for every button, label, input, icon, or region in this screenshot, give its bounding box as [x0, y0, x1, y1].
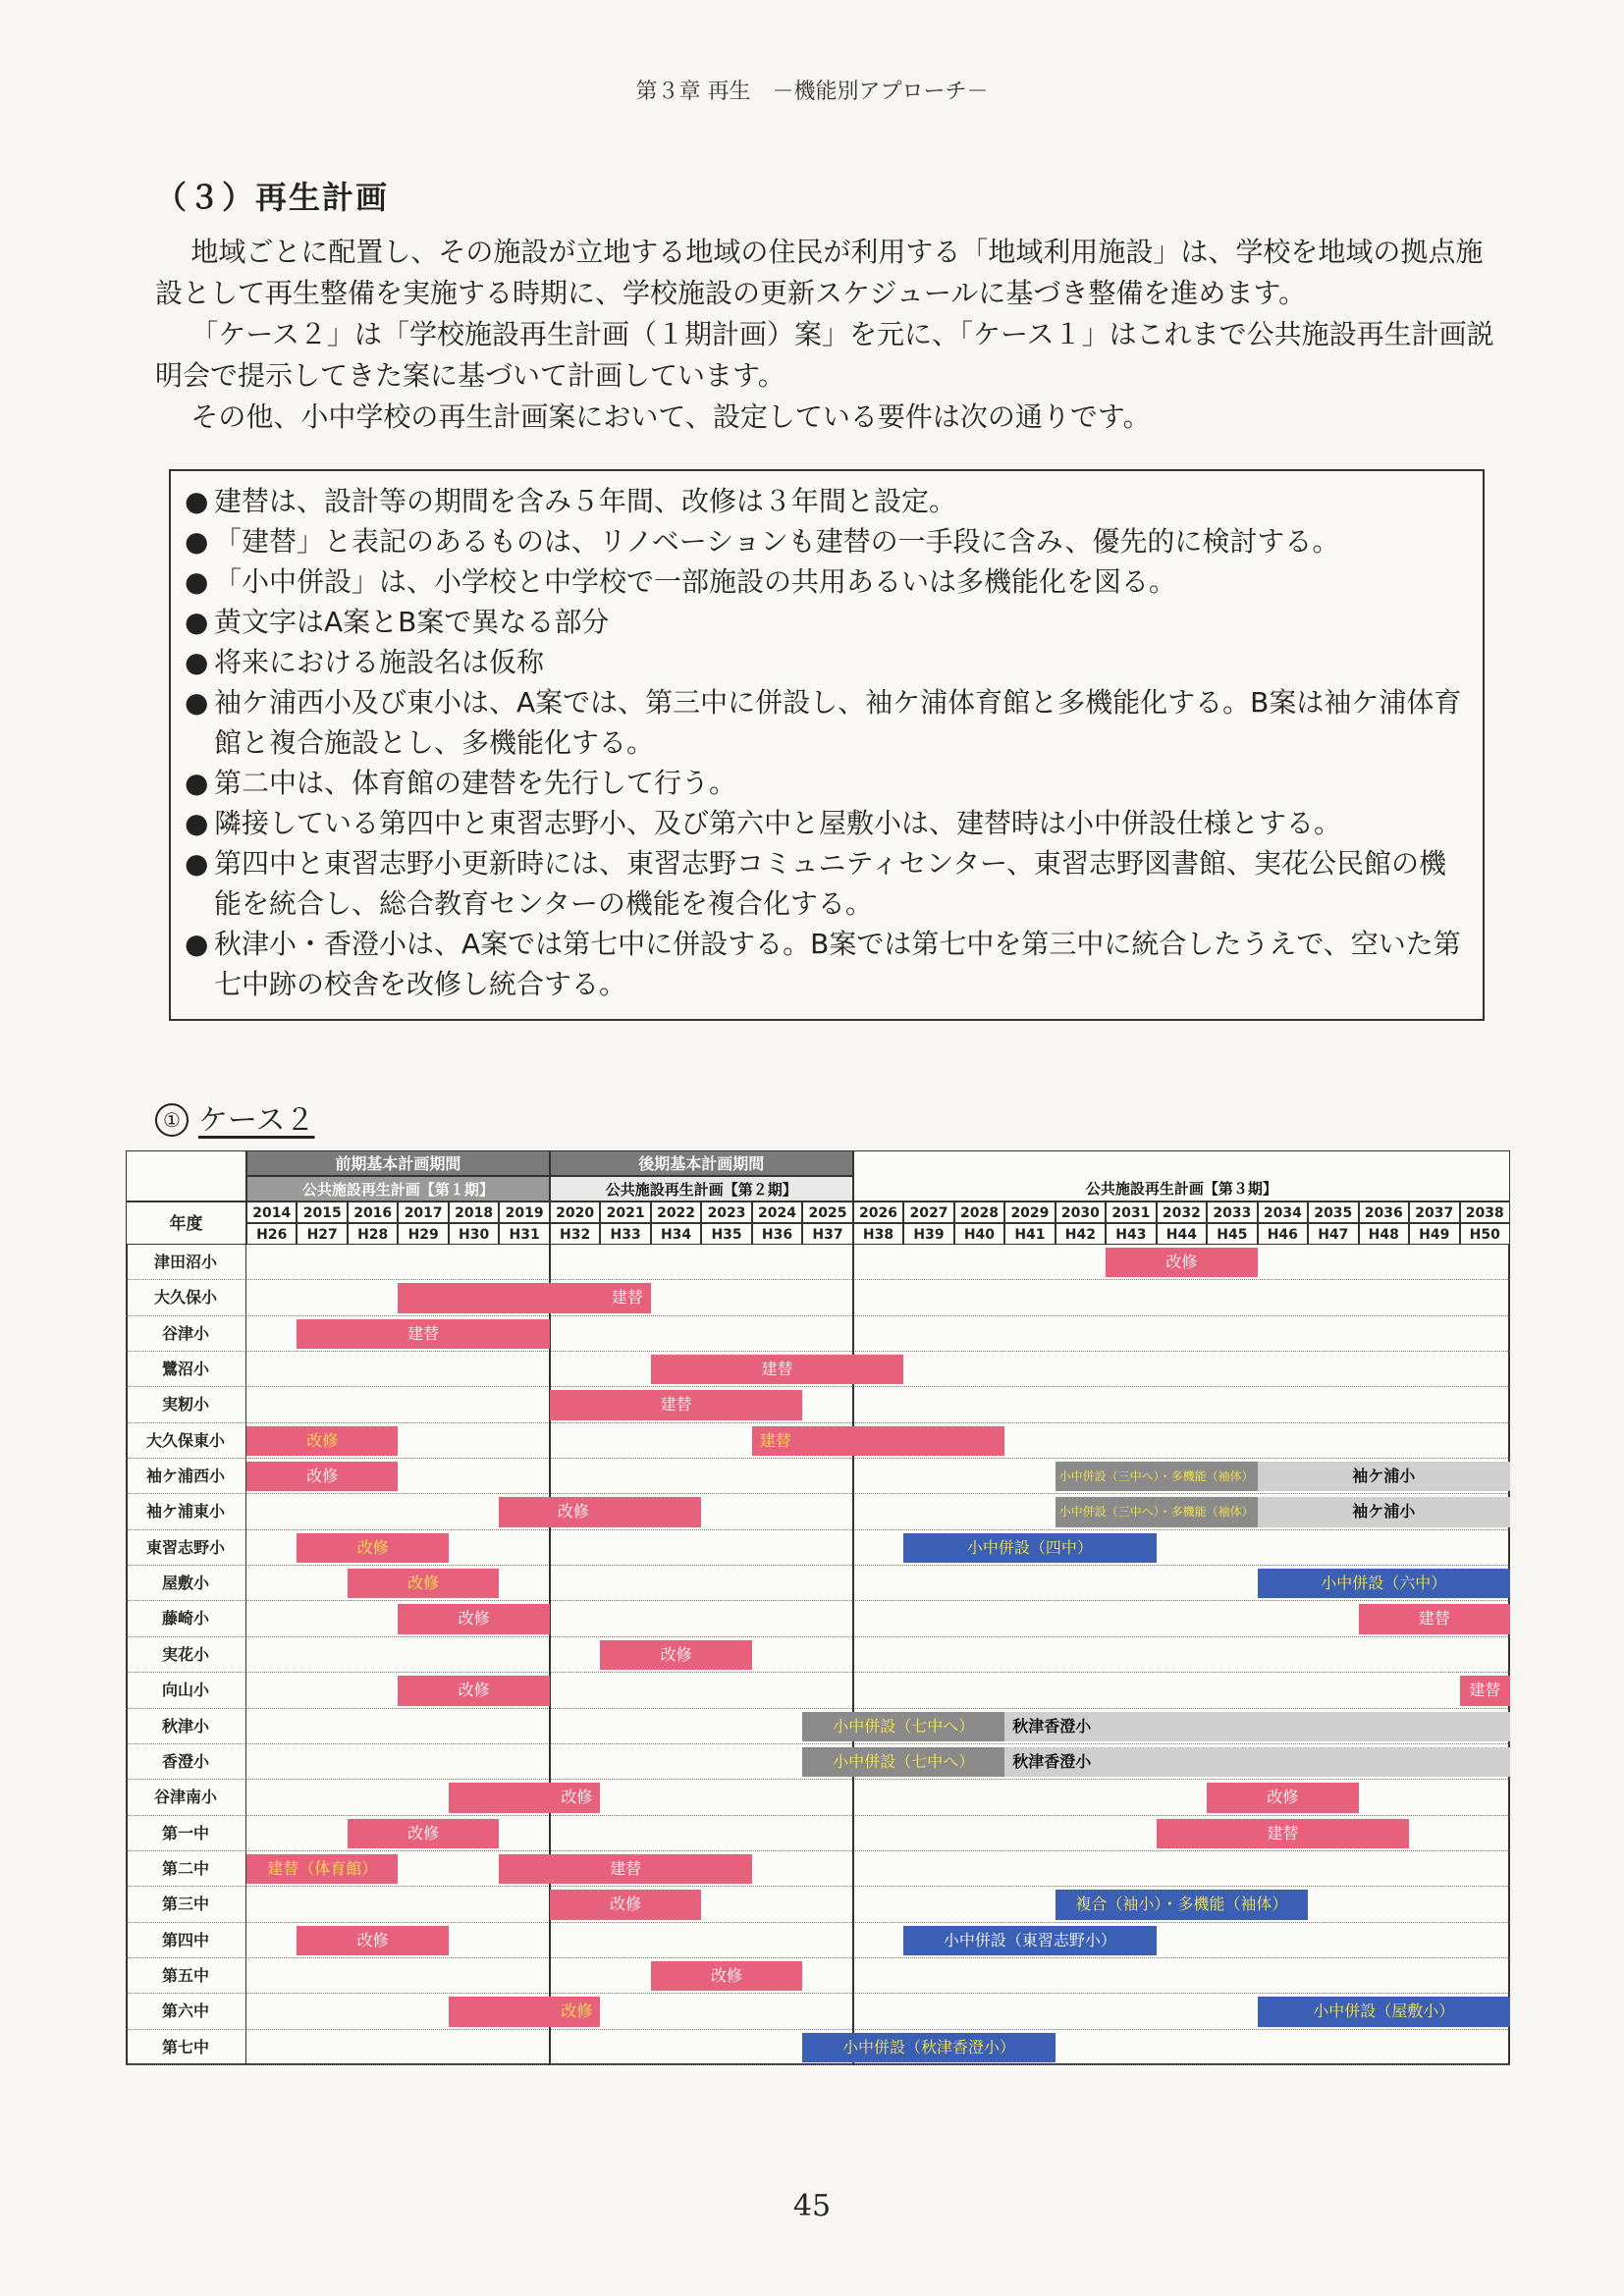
- heisei-cell: H27: [297, 1223, 347, 1245]
- schedule-bar: 改修: [398, 1676, 549, 1705]
- schedule-bar: 改修: [297, 1533, 448, 1563]
- year-cell: 2023: [701, 1201, 751, 1223]
- table-row: [246, 1851, 1510, 1887]
- requirement-item: ● 将来における施設名は仮称: [185, 642, 1469, 682]
- heisei-cell: H26: [246, 1223, 297, 1245]
- bullet-icon: ●: [185, 928, 209, 960]
- school-name: 香澄小: [126, 1744, 246, 1780]
- requirement-item: ● 袖ケ浦西小及び東小は、A案では、第三中に併設し、袖ケ浦体育館と多機能化する。B案は袖ケ浦体育館と複合施設とし、多機能化する。: [185, 682, 1469, 763]
- year-cell: 2017: [398, 1201, 448, 1223]
- period-divider: [549, 1245, 551, 2065]
- heisei-cell: H38: [853, 1223, 903, 1245]
- year-row-label: 年度: [126, 1201, 246, 1245]
- heisei-cell: H43: [1106, 1223, 1156, 1245]
- schedule-bar: 小中併設（四中）: [903, 1533, 1156, 1563]
- year-cell: 2038: [1460, 1201, 1510, 1223]
- heisei-cell: H32: [550, 1223, 600, 1245]
- schedule-bar: 改修: [348, 1819, 499, 1848]
- table-row: [246, 1245, 1510, 1280]
- heisei-cell: H33: [600, 1223, 650, 1245]
- intro-paragraph-2: 「ケース２」は「学校施設再生計画（１期計画）案」を元に、「ケース１」はこれまで公共施設再生計画説明会で提示してきた案に基づいて計画しています。: [155, 318, 1494, 392]
- schedule-chart: [126, 1150, 1510, 2065]
- heisei-cell: H40: [954, 1223, 1004, 1245]
- schedule-bar: 小中併設（三中へ）・多機能（袖体）: [1056, 1497, 1258, 1526]
- school-name: 第五中: [126, 1958, 246, 1994]
- year-cell: 2022: [651, 1201, 701, 1223]
- schedule-bar: 改修: [600, 1640, 751, 1670]
- year-cell: 2025: [802, 1201, 852, 1223]
- bullet-icon: ●: [185, 485, 209, 517]
- section-title: （３）再生計画: [155, 179, 390, 216]
- table-row: [246, 1637, 1510, 1673]
- schedule-bar: 改修: [651, 1961, 802, 1991]
- year-cell: 2036: [1359, 1201, 1409, 1223]
- year-cell: 2016: [348, 1201, 398, 1223]
- schedule-bar: 小中併設（三中へ）・多機能（袖体）: [1056, 1462, 1258, 1491]
- heisei-cell: H28: [348, 1223, 398, 1245]
- schedule-bar: 改修: [449, 1783, 600, 1812]
- schedule-bar: 建替: [1157, 1819, 1409, 1848]
- heisei-cell: H46: [1258, 1223, 1308, 1245]
- school-name: 大久保東小: [126, 1423, 246, 1459]
- schedule-bar: 建替（体育館）: [246, 1854, 398, 1884]
- school-name: 藤崎小: [126, 1601, 246, 1636]
- school-name: 大久保小: [126, 1280, 246, 1315]
- requirement-item: ● 建替は、設計等の期間を含み５年間、改修は３年間と設定。: [185, 481, 1469, 521]
- school-name: 袖ケ浦東小: [126, 1494, 246, 1529]
- schedule-bar: 秋津香澄小: [1004, 1712, 1510, 1741]
- schedule-bar: 改修: [398, 1604, 549, 1633]
- bullet-icon: ●: [185, 565, 209, 598]
- requirement-item: ● 黄文字はA案とB案で異なる部分: [185, 602, 1469, 642]
- requirement-item: ● 第二中は、体育館の建替を先行して行う。: [185, 763, 1469, 803]
- year-cell: 2031: [1106, 1201, 1156, 1223]
- schedule-bar: 袖ケ浦小: [1258, 1497, 1510, 1526]
- schedule-bar: 小中併設（東習志野小）: [903, 1926, 1156, 1955]
- school-name: 袖ケ浦西小: [126, 1459, 246, 1494]
- schedule-bar: 改修: [246, 1426, 398, 1456]
- school-name: 向山小: [126, 1673, 246, 1708]
- intro-paragraph-3: その他、小中学校の再生計画案において、設定している要件は次の通りです。: [190, 400, 1151, 433]
- school-name: 津田沼小: [126, 1245, 246, 1280]
- year-cell: 2028: [954, 1201, 1004, 1223]
- requirements-box: [169, 469, 1485, 1021]
- school-name: 谷津小: [126, 1316, 246, 1352]
- schedule-bar: 建替: [499, 1854, 751, 1884]
- bullet-icon: ●: [185, 525, 209, 558]
- heisei-cell: H50: [1460, 1223, 1510, 1245]
- table-row: [246, 1387, 1510, 1422]
- year-cell: 2026: [853, 1201, 903, 1223]
- year-cell: 2034: [1258, 1201, 1308, 1223]
- year-cell: 2018: [449, 1201, 499, 1223]
- schedule-bar: 複合（袖小）・多機能（袖体）: [1056, 1890, 1308, 1919]
- schedule-bar: 小中併設（秋津香澄小）: [802, 2033, 1055, 2062]
- chapter-header: 第３章 再生 －機能別アプローチ－: [635, 80, 989, 104]
- heisei-cell: H48: [1359, 1223, 1409, 1245]
- schedule-bar: 小中併設（七中へ）: [802, 1747, 1004, 1777]
- schedule-bar: 建替: [398, 1283, 650, 1312]
- bullet-icon: ●: [185, 847, 209, 880]
- year-cell: 2027: [903, 1201, 953, 1223]
- period-header: 後期基本計画期間: [550, 1150, 853, 1176]
- case-title: [155, 1095, 315, 1139]
- requirement-item: ● 秋津小・香澄小は、A案では第七中に併設する。B案では第七中を第三中に統合したうえで、空いた第七中跡の校舎を改修し統合する。: [185, 924, 1469, 1004]
- school-name: 谷津南小: [126, 1780, 246, 1815]
- heisei-cell: H44: [1157, 1223, 1207, 1245]
- school-name: 秋津小: [126, 1709, 246, 1744]
- page-number: 45: [792, 2189, 832, 2223]
- school-name: 屋敷小: [126, 1566, 246, 1601]
- school-name: 第六中: [126, 1994, 246, 2029]
- schedule-bar: 改修: [1207, 1783, 1358, 1812]
- year-cell: 2019: [499, 1201, 549, 1223]
- school-name: 第一中: [126, 1816, 246, 1851]
- year-cell: 2030: [1056, 1201, 1106, 1223]
- requirement-item: ● 隣接している第四中と東習志野小、及び第六中と屋敷小は、建替時は小中併設仕様とする。: [185, 803, 1469, 843]
- heisei-cell: H36: [752, 1223, 802, 1245]
- plan-header: 公共施設再生計画【第１期】: [246, 1176, 550, 1201]
- schedule-bar: 改修: [1106, 1248, 1257, 1277]
- requirement-item: ● 「小中併設」は、小学校と中学校で一部施設の共用あるいは多機能化を図る。: [185, 561, 1469, 602]
- year-cell: 2035: [1308, 1201, 1358, 1223]
- school-name: 実花小: [126, 1637, 246, 1673]
- case-title-text: ケース２: [198, 1103, 315, 1138]
- heisei-cell: H35: [701, 1223, 751, 1245]
- schedule-bar: 小中併設（六中）: [1258, 1569, 1510, 1598]
- bullet-icon: ●: [185, 606, 209, 638]
- intro-paragraph-1: 地域ごとに配置し、その施設が立地する地域の住民が利用する「地域利用施設」は、学校を地域の拠点施設として再生整備を実施する時期に、学校施設の更新スケジュールに基づき整備を進めます。: [155, 236, 1484, 309]
- heisei-cell: H39: [903, 1223, 953, 1245]
- period-header: 前期基本計画期間: [246, 1150, 550, 1176]
- schedule-bar: 改修: [348, 1569, 499, 1598]
- schedule-bar: 建替: [1460, 1676, 1510, 1705]
- year-cell: 2029: [1004, 1201, 1055, 1223]
- bullet-icon: ●: [185, 807, 209, 839]
- table-row: [246, 1958, 1510, 1994]
- schedule-bar: 改修: [550, 1497, 701, 1526]
- year-cell: 2037: [1409, 1201, 1459, 1223]
- plan-header: 公共施設再生計画【第３期】: [853, 1150, 1510, 1201]
- year-cell: 2021: [600, 1201, 650, 1223]
- header-corner: [126, 1150, 246, 1201]
- schedule-bar: 建替: [651, 1355, 903, 1384]
- schedule-bar: 建替: [550, 1390, 802, 1419]
- heisei-cell: H37: [802, 1223, 852, 1245]
- school-name: 第三中: [126, 1887, 246, 1922]
- schedule-bar: 袖ケ浦小: [1258, 1462, 1510, 1491]
- heisei-cell: H47: [1308, 1223, 1358, 1245]
- school-name: 第四中: [126, 1923, 246, 1958]
- heisei-cell: H45: [1207, 1223, 1257, 1245]
- year-cell: 2032: [1157, 1201, 1207, 1223]
- schedule-bar: 改修: [297, 1926, 448, 1955]
- school-name: 鷺沼小: [126, 1352, 246, 1387]
- bullet-icon: ●: [185, 686, 209, 719]
- school-name: 実籾小: [126, 1387, 246, 1422]
- schedule-bar: 改修: [246, 1462, 398, 1491]
- schedule-bar: 建替: [297, 1319, 549, 1349]
- requirement-item: ● 第四中と東習志野小更新時には、東習志野コミュニティセンター、東習志野図書館、実花公民館の機能を統合し、総合教育センターの機能を複合化する。: [185, 843, 1469, 924]
- heisei-cell: H41: [1004, 1223, 1055, 1245]
- heisei-cell: H30: [449, 1223, 499, 1245]
- school-name: 第二中: [126, 1851, 246, 1887]
- schedule-bar: 秋津香澄小: [1004, 1747, 1510, 1777]
- school-name: 第七中: [126, 2030, 246, 2065]
- heisei-cell: H42: [1056, 1223, 1106, 1245]
- requirement-item: ● 「建替」と表記のあるものは、リノベーションも建替の一手段に含み、優先的に検討する。: [185, 521, 1469, 561]
- heisei-cell: H31: [499, 1223, 549, 1245]
- schedule-bar: 建替: [1359, 1604, 1510, 1633]
- schedule-bar: 改修: [449, 1997, 600, 2026]
- year-cell: 2024: [752, 1201, 802, 1223]
- plan-header: 公共施設再生計画【第２期】: [550, 1176, 853, 1201]
- year-cell: 2015: [297, 1201, 347, 1223]
- heisei-cell: H34: [651, 1223, 701, 1245]
- heisei-cell: H49: [1409, 1223, 1459, 1245]
- table-row: [246, 1887, 1510, 1922]
- schedule-bar: [499, 1497, 549, 1526]
- heisei-cell: H29: [398, 1223, 448, 1245]
- schedule-bar: 小中併設（七中へ）: [802, 1712, 1004, 1741]
- schedule-bar: 建替: [752, 1426, 1004, 1456]
- bullet-icon: ●: [185, 767, 209, 799]
- case-number: ①: [155, 1103, 189, 1137]
- bullet-icon: ●: [185, 646, 209, 678]
- intro-text: [155, 232, 1510, 438]
- schedule-bar: 小中併設（屋敷小）: [1258, 1997, 1510, 2026]
- year-cell: 2020: [550, 1201, 600, 1223]
- schedule-bar: 改修: [550, 1890, 701, 1919]
- school-name: 東習志野小: [126, 1530, 246, 1566]
- year-cell: 2033: [1207, 1201, 1257, 1223]
- year-cell: 2014: [246, 1201, 297, 1223]
